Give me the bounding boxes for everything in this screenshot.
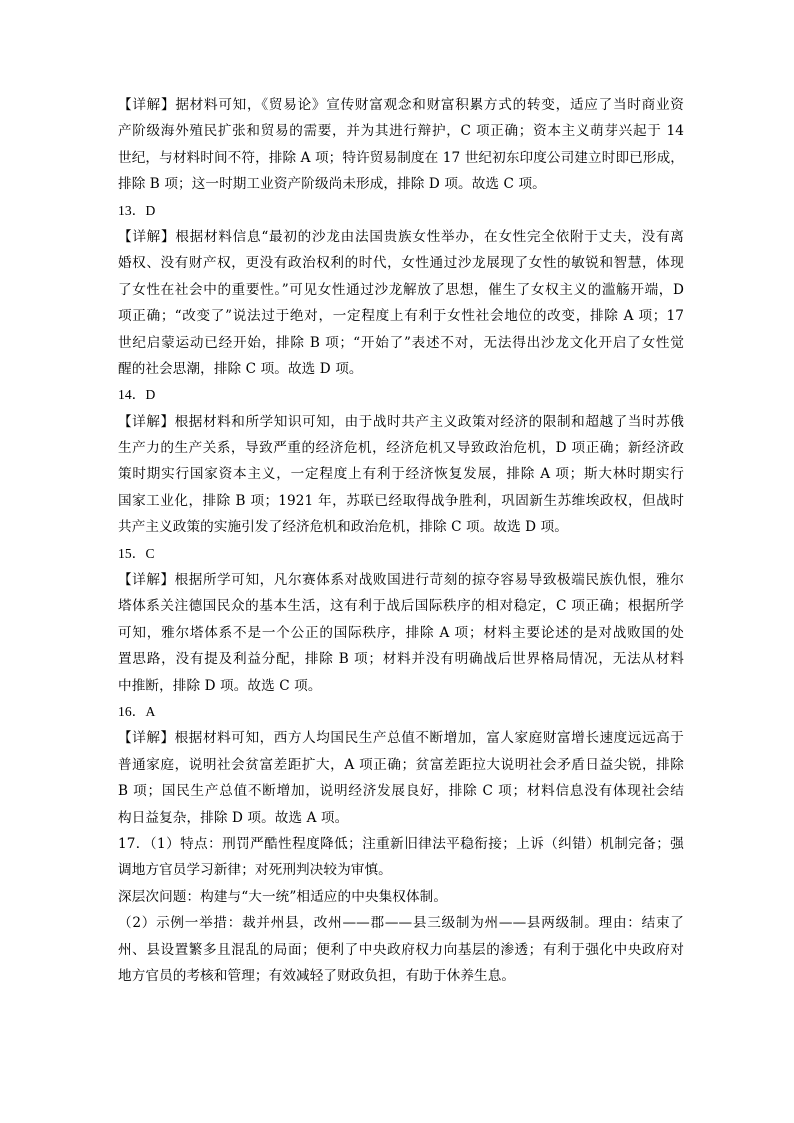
explanation-q14: [118, 409, 684, 541]
text-line: 置思路，没有提及利益分配，排除 B 项；材料并没有明确战后世界格局情况，无法从材料: [118, 651, 684, 668]
text-line: 婚权、没有财产权，更没有政治权利的时代，女性通过沙龙展现了女性的敏锐和智慧，体现: [118, 255, 684, 272]
explanation-q16: [118, 725, 684, 831]
question-number-15: 15．C: [118, 545, 155, 561]
text-line: 共产主义政策的实施引发了经济危机和政治危机，排除 C 项。故选 D 项。: [118, 519, 568, 536]
explanation-q13: [118, 224, 684, 382]
explanation-q12: [118, 92, 684, 198]
answer-page: [118, 92, 684, 989]
text-line: 17．（1）特点：刑罚严酷性程度降低；注重新旧律法平稳衔接；上诉（纠错）机制完备；强: [118, 835, 684, 852]
text-line: 地方官员的考核和管理；有效减轻了财政负担，有助于休养生息。: [118, 967, 516, 984]
text-line: 塔体系关注德国民众的基本生活，这有利于战后国际秩序的相对稳定，C 项正确；根据所学: [118, 598, 684, 615]
text-line: 策时期实行国家资本主义，一定程度上有利于经济恢复发展，排除 A 项；斯大林时期实行: [118, 466, 684, 483]
text-line: 项正确；“改变了”说法过于绝对，一定程度上有利于女性社会地位的改变，排除 A 项；17: [118, 308, 684, 325]
text-line: 产阶级海外殖民扩张和贸易的需要，并为其进行辩护，C 项正确；资本主义萌芽兴起于 14: [118, 123, 684, 140]
text-line: 中推断，排除 D 项。故选 C 项。: [118, 677, 322, 694]
text-line: 调地方官员学习新律；对死刑判决较为审慎。: [118, 862, 392, 879]
text-line: 世纪，与材料时间不符，排除 A 项；特许贸易制度在 17 世纪初东印度公司建立时即已形成，: [118, 149, 684, 166]
text-line: 可知，雅尔塔体系不是一个公正的国际秩序，排除 A 项；材料主要论述的是对战败国的处: [118, 624, 684, 641]
question-number-13: 13．D: [118, 202, 156, 218]
text-line: 生产力的生产关系，导致严重的经济危机，经济危机又导致政治危机，D 项正确；新经济政: [118, 440, 684, 457]
text-line: （2）示例一举措：裁并州县，改州——郡——县三级制为州——县两级制。理由：结束了: [118, 915, 684, 932]
text-line: 构日益复杂，排除 D 项。故选 A 项。: [118, 809, 349, 826]
text-line: 【详解】根据材料和所学知识可知，由于战时共产主义政策对经济的限制和超越了当时苏俄: [118, 413, 684, 430]
text-line: 世纪启蒙运动已经开始，排除 B 项；“开始了”表述不对，无法得出沙龙文化开启了女性觉: [118, 334, 684, 351]
explanation-q15: [118, 567, 684, 699]
text-line: 普通家庭，说明社会贫富差距扩大，A 项正确；贫富差距拉大说明社会矛盾日益尖锐，排除: [118, 756, 684, 773]
text-line: 【详解】根据所学可知，凡尔赛体系对战败国进行苛刻的掠夺容易导致极端民族仇恨，雅尔: [118, 572, 684, 589]
text-line: 【详解】根据材料可知，西方人均国民生产总值不断增加，富人家庭财富增长速度远远高于: [118, 730, 684, 747]
question-number-16: 16．A: [118, 703, 156, 719]
question-number-14: 14．D: [118, 387, 156, 403]
text-line: 排除 B 项；这一时期工业资产阶级尚未形成，排除 D 项。故选 C 项。: [118, 176, 546, 193]
text-line: 【详解】根据材料信息“最初的沙龙由法国贵族女性举办，在女性完全依附于丈夫，没有离: [118, 228, 684, 245]
text-line: 了女性在社会中的重要性。”可见女性通过沙龙解放了思想，催生了女权主义的滥觞开端，D: [118, 281, 684, 298]
text-line: 深层次问题：构建与“大一统”相适应的中央集权体制。: [118, 888, 448, 905]
text-line: 醒的社会思潮，排除 C 项。故选 D 项。: [118, 360, 363, 377]
answer-q17: [118, 831, 684, 989]
text-line: 国家工业化，排除 B 项；1921 年，苏联已经取得战争胜利，巩固新生苏维埃政权，但战时: [118, 492, 684, 509]
text-line: B 项；国民生产总值不断增加，说明经济发展良好，排除 C 项；材料信息没有体现社会结: [118, 783, 684, 800]
text-line: 【详解】据材料可知，《贸易论》宣传财富观念和财富积累方式的转变，适应了当时商业资: [118, 97, 684, 113]
text-line: 州、县设置繁多且混乱的局面；便利了中央政府权力向基层的渗透；有利于强化中央政府对: [118, 941, 684, 958]
